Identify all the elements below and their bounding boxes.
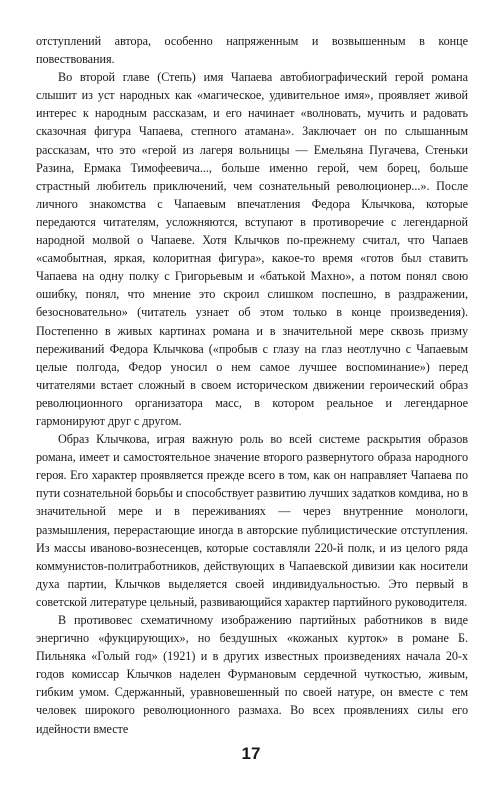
page-body bbox=[36, 32, 468, 738]
paragraph-klychkov-image: Образ Клычкова, играя важную роль во всей системе раскрытия образов романа, имеет и самостоятельное значение второго развернутого образа народного героя. Его характер проявляется прежде всего в том, как он направляет Чапаева по пути сознательной борьбы и способствует развитию лучших задатков комдива, но в значительной мере и в переживаниях — через внутренние монологи, размышления, перерастающие иногда в авторские публицистические отступления. Из массы иваново-вознесенцев, которые составляли 220-й полк, и из целого ряда коммунистов-политработников, действующих в Чапаевской дивизии как носители духа партии, Клычков выделяется своей индивидуальностью. Это первый в советской литературе цельный, развивающийся характер партийного руководителя. bbox=[36, 432, 468, 609]
paragraph-party-workers: В противовес схематичному изображению партийных работников в виде энергично «фукцирующих», но бездушных «кожаных курток» в романе Б. Пильняка «Голый год» (1921) и в других известных произведениях начала 20-х годов комиссар Клычков наделен Фурмановым сердечной чуткостью, живым, гибким умом. Сдержанный, уравновешенный по своей натуре, он вместе с тем человек широкого революционного размаха. Во всех проявлениях силы его идейности вместе bbox=[36, 613, 468, 736]
paragraph-chapaev-image: Во второй главе (Степь) имя Чапаева автобиографический герой романа слышит из уст народных как «магическое, удивительное имя», проявляет живой интерес к народным рассказам, и его начинает «волновать, мучить и радовать сказочная фигура Чапаева, степного атамана». Заключает он по слышанным рассказам, что это «герой из лагеря вольницы — Емельяна Пугачева, Стеньки Разина, Ермака Тимофеевича..., больше именно герой, чем борец, больше страстный любитель приключений, чем сознательный революционер...». После личного знакомства с Чапаевым впечатления Федора Клычкова, которые передаются читателям, усложняются, вступают в противоречие с легендарной народной молвой о Чапаеве. Хотя Клычков по-прежнему считал, что Чапаев «самобытная, яркая, колоритная фигура», какое-то время «готов был ставить Чапаева на одну полку с Григорьевым и «батькой Махно», а потом понял свою ошибку, понял, что мнение это скроил слишком поспешно, в раздражении, безосновательно» (читатель узнает об этом только в конце произведения). Постепенно в живых картинах романа и в значительной мере сквозь призму переживаний Федора Клычкова («пробыв с глазу на глаз неотлучно с Чапаевым целые полгода, Федор уносил о нем самое лучшее воспоминание») перед читателями встает сложный в своем историческом движении героический образ революционного организатора масс, в котором реальное и легендарное гармонируют друг с другом. bbox=[36, 70, 468, 428]
paragraph-continuation: отступлений автора, особенно напряженным и возвышенным в конце повествования. bbox=[36, 34, 468, 67]
page-number: 17 bbox=[241, 744, 261, 763]
